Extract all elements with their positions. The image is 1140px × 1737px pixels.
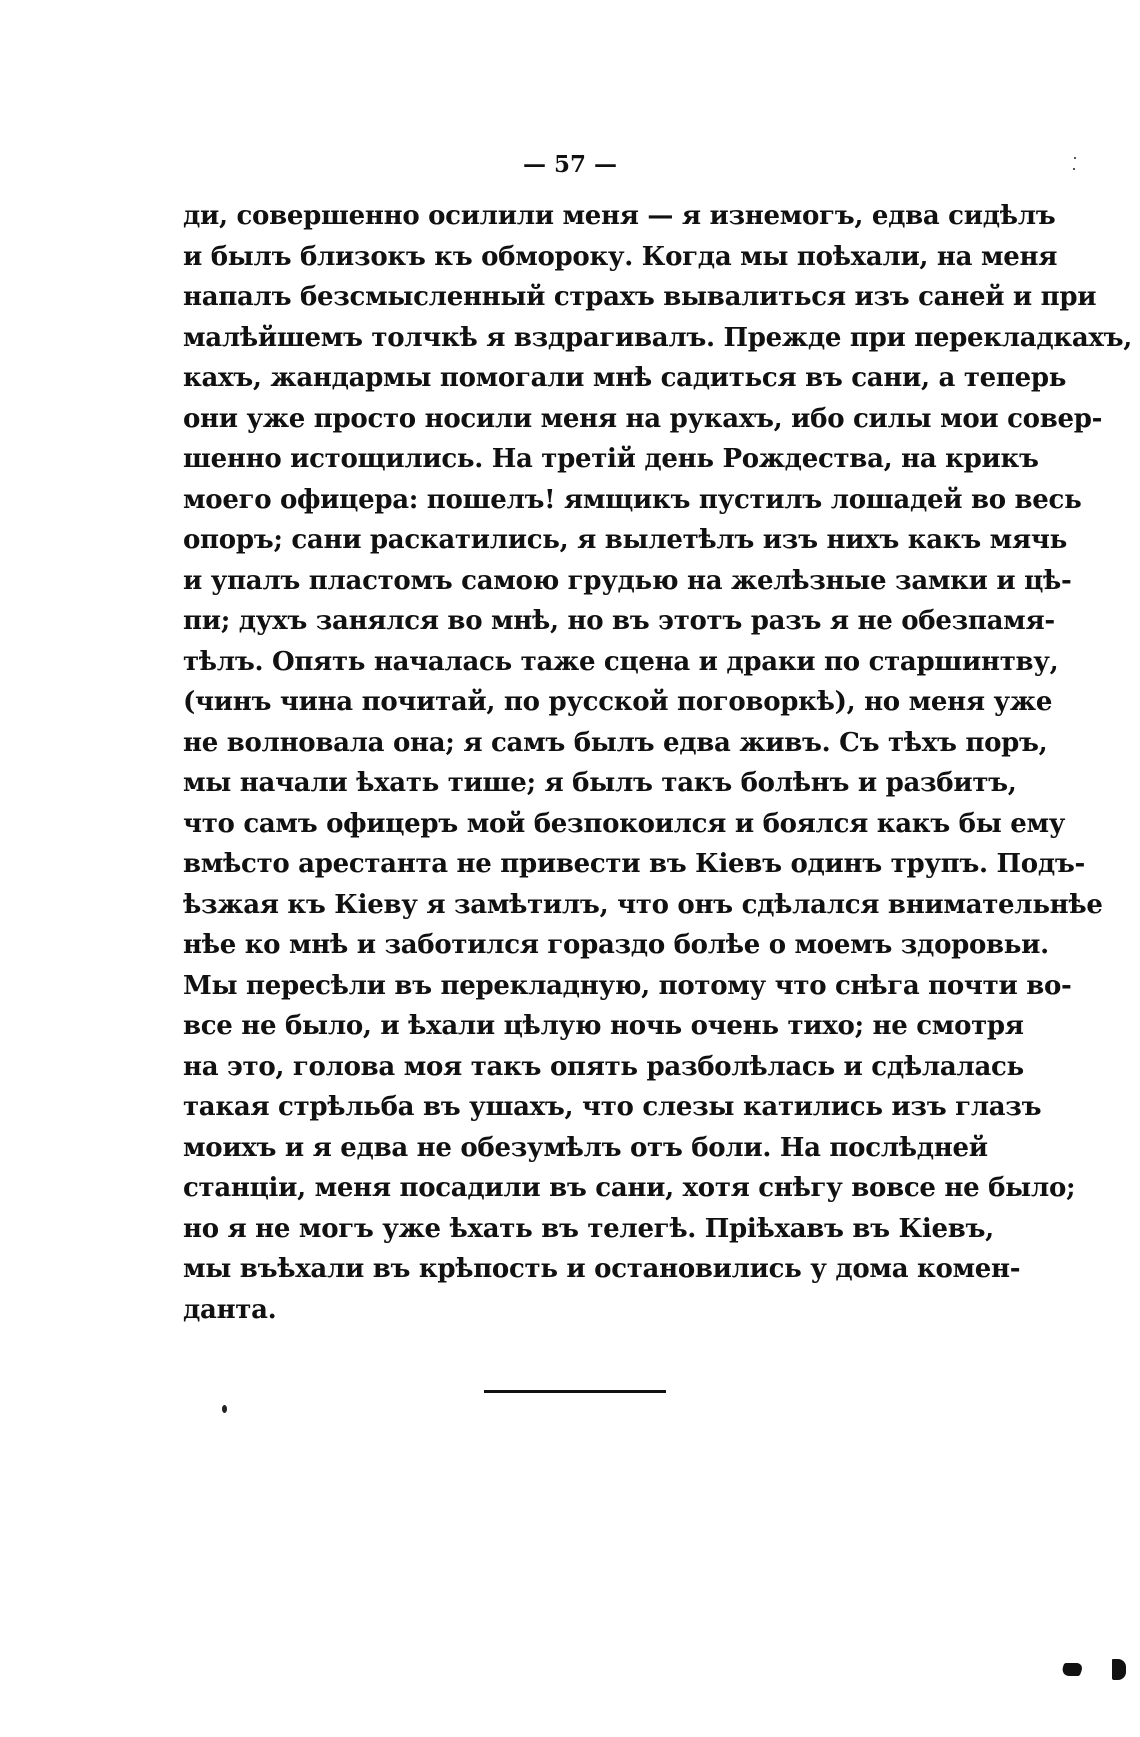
text-line: опоръ; сани раскатились, я вылетѣлъ изъ нихъ какъ мячь <box>183 525 1067 555</box>
text-line: и былъ близокъ къ обмороку. Когда мы поѣхали, на меня <box>183 241 1058 272</box>
text-line: станціи, меня посадили въ сани, хотя снѣгу вовсе не было; <box>183 1173 1076 1203</box>
scan-artifact <box>1060 1663 1085 1676</box>
section-end-rule <box>484 1390 666 1393</box>
body-text <box>183 196 1132 1330</box>
text-line: пи; духъ занялся во мнѣ, но въ этотъ разъ я не обезпамя- <box>183 606 1055 636</box>
ink-speck <box>1073 168 1075 170</box>
text-line: вмѣсто арестанта не привести въ Кіевъ одинъ трупъ. Подъ- <box>183 849 1086 879</box>
text-line: такая стрѣльба въ ушахъ, что слезы катились изъ глазъ <box>183 1092 1042 1122</box>
ink-speck <box>1074 157 1076 159</box>
page-number: — 57 — <box>522 151 618 178</box>
text-line: Мы пересѣли въ перекладную, потому что снѣга почти во- <box>183 970 1072 1001</box>
text-line: кахъ, жандармы помогали мнѣ садиться въ сани, а теперь <box>183 363 1067 393</box>
text-line: малѣйшемъ толчкѣ я вздрагивалъ. Прежде при перекладкахъ, <box>183 322 1132 353</box>
text-line: но я не могъ уже ѣхать въ телегѣ. Пріѣхавъ въ Кіевъ, <box>183 1213 994 1244</box>
text-line: не волновала она; я самъ былъ едва живъ. Съ тѣхъ поръ, <box>183 727 1048 758</box>
text-line: моего офицера: пошелъ! ямщикъ пустилъ лошадей во весь <box>183 484 1082 515</box>
scan-artifact <box>1112 1659 1126 1680</box>
text-line: мы въѣхали въ крѣпость и остановились у дома комен- <box>183 1254 1021 1284</box>
text-line: что самъ офицеръ мой безпокоился и боялся какъ бы ему <box>183 808 1066 839</box>
text-line: ди, совершенно осилили меня — я изнемогъ, едва сидѣлъ <box>183 201 1056 231</box>
text-line: и упалъ пластомъ самою грудью на желѣзные замки и цѣ- <box>183 565 1072 596</box>
text-line: мы начали ѣхать тише; я былъ такъ болѣнъ и разбитъ, <box>183 768 1017 798</box>
text-line-last: данта. <box>183 1294 277 1325</box>
text-line: на это, голова моя такъ опять разболѣлась и сдѣлалась <box>183 1051 1024 1082</box>
text-line: они уже просто носили меня на рукахъ, ибо силы мои совер- <box>183 403 1103 434</box>
text-line: шенно истощились. На третій день Рождества, на крикъ <box>183 444 1039 474</box>
text-line: моихъ и я едва не обезумѣлъ отъ боли. На послѣдней <box>183 1132 988 1163</box>
text-line: напалъ безсмысленный страхъ вывалиться изъ саней и при <box>183 282 1097 312</box>
text-line: ѣзжая къ Кіеву я замѣтилъ, что онъ сдѣлался внимательнѣе <box>183 889 1103 920</box>
text-line: нѣе ко мнѣ и заботился гораздо болѣе о моемъ здоровьи. <box>183 930 1049 960</box>
text-line: (чинъ чина почитай, по русской поговоркѣ), но меня уже <box>183 687 1053 717</box>
ink-speck <box>222 1405 227 1413</box>
text-line: тѣлъ. Опять началась таже сцена и драки по старшинтву, <box>183 646 1059 677</box>
text-line: все не было, и ѣхали цѣлую ночь очень тихо; не смотря <box>183 1011 1024 1041</box>
